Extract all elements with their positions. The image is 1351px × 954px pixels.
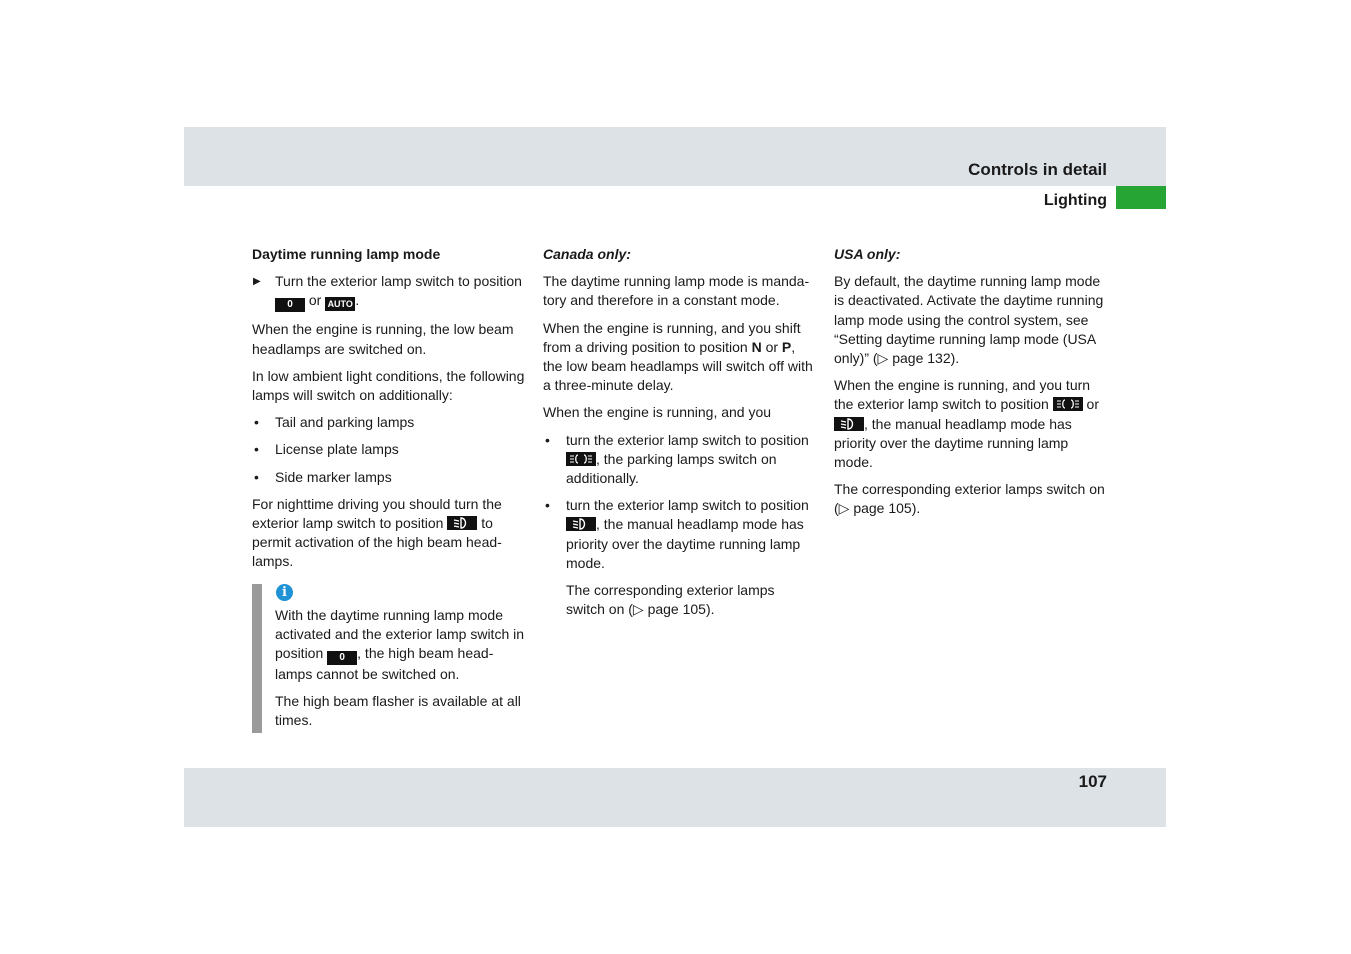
note-paragraph: The high beam flasher is available at all times. (275, 693, 521, 729)
info-icon: i (276, 584, 293, 601)
instruction-step: ▶ Turn the exterior lamp switch to position 0 or AUTO . (253, 273, 522, 311)
triangle-step-icon: ▶ (253, 276, 261, 288)
paragraph: By default, the daytime running lamp mode is deactivated. Activate the daytime running lamp mode using the control system, see “Setting daytime running lamp mode (USA only)” (▷ page 132). (834, 273, 1104, 367)
paragraph: When the engine is running, the low beam headlamps are switched on. (252, 321, 514, 357)
section-tab-marker (1116, 186, 1166, 209)
switch-position-auto-icon: AUTO (325, 297, 355, 311)
low-beam-icon (834, 417, 864, 431)
section-title: Controls in detail (968, 160, 1107, 179)
footer-band (184, 768, 1166, 827)
column-usa (834, 245, 1108, 527)
list-item: • Tail and parking lamps (254, 414, 415, 431)
low-beam-icon (447, 516, 477, 530)
low-beam-icon (566, 517, 596, 531)
paragraph: The daytime running lamp mode is manda-tory and therefore in a constant mode. (543, 273, 810, 309)
switch-position-0-icon: 0 (327, 651, 357, 665)
page-number: 107 (1078, 772, 1107, 791)
column-daytime-running-lamp (252, 245, 526, 739)
list-item: • turn the exterior lamp switch to position , the manual headlamp mode has priority over the daytime running lamp mode. (545, 497, 809, 571)
paragraph: When the engine is running, and you shift from a driving position to position N or P, the low beam headlamps will switch off with a three-minute delay. (543, 319, 813, 394)
paragraph: When the engine is running, and you turn the exterior lamp switch to position or , the manual headlamp mode has priority over the daytime running lamp mode. (834, 377, 1099, 471)
subsection-title: Lighting (1043, 192, 1107, 209)
heading-canada-only: Canada only: (543, 246, 631, 262)
list-item: • turn the exterior lamp switch to position , the parking lamps switch on additionally. (545, 431, 809, 487)
paragraph: The corresponding exterior lamps switch on (▷ page 105). (834, 481, 1105, 517)
switch-position-0-icon: 0 (275, 298, 305, 312)
paragraph: For nighttime driving you should turn the exterior lamp switch to position to permit activation of the high beam head-lamps. (252, 495, 502, 570)
parking-lamp-icon (566, 452, 596, 466)
paragraph: The corresponding exterior lamps switch on (▷ page 105). (566, 582, 775, 618)
list-item: • Side marker lamps (254, 468, 392, 485)
list-item: • License plate lamps (254, 441, 399, 458)
paragraph: In low ambient light conditions, the following lamps will switch on additionally: (252, 367, 525, 404)
parking-lamp-icon (1053, 397, 1083, 411)
paragraph: When the engine is running, and you (543, 404, 772, 421)
column-canada (543, 245, 817, 627)
note-paragraph: With the daytime running lamp mode activated and the exterior lamp switch in position 0 , the high beam head-lamps cannot be switched on. (275, 606, 525, 683)
heading-usa-only: USA only: (834, 246, 901, 262)
heading-daytime-running-lamp-mode: Daytime running lamp mode (252, 246, 441, 262)
info-note (252, 584, 526, 731)
note-bar (252, 584, 262, 733)
